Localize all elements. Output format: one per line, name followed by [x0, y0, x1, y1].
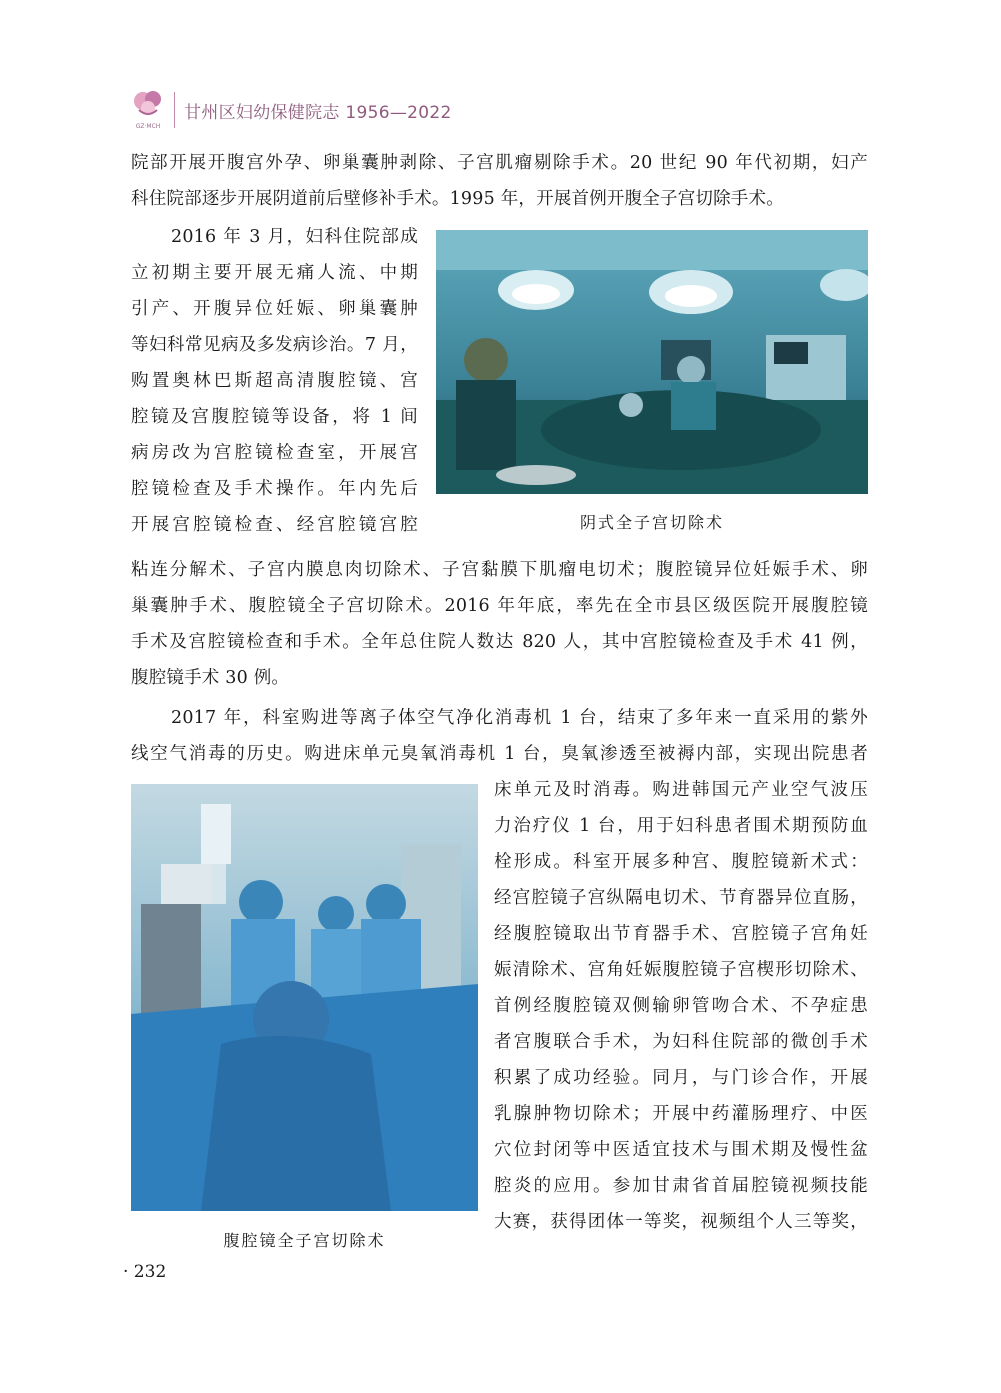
photo-1-caption: 阴式全子宫切除术	[579, 513, 724, 532]
text-line: 腔炎的应用。参加甘肃省首届腔镜视频技能	[494, 1176, 868, 1196]
book-title: 甘州区妇幼保健院志 1956—2022	[184, 103, 452, 123]
text-line: 积累了成功经验。同月，与门诊合作，开展	[494, 1068, 868, 1088]
hospital-logo	[131, 86, 165, 132]
text-line: 科住院部逐步开展阴道前后壁修补手术。1995 年，开展首例开腹全子宫切除手术。	[131, 189, 784, 209]
photo-2-caption: 腹腔镜全子宫切除术	[223, 1231, 386, 1250]
page-number: · 232	[123, 1262, 167, 1282]
text-line: 腔镜检查及手术操作。年内先后	[131, 479, 418, 499]
text-line: 首例经腹腔镜双侧输卵管吻合术、不孕症患	[494, 996, 868, 1016]
text-line: 粘连分解术、子宫内膜息肉切除术、子宫黏膜下肌瘤电切术；腹腔镜异位妊娠手术、卵	[131, 560, 868, 580]
paragraph-3-continued	[494, 772, 868, 1240]
paragraph-2	[131, 219, 418, 543]
text-line: 线空气消毒的历史。购进床单元臭氧消毒机 1 台，臭氧渗透至被褥内部，实现出院患者	[131, 744, 868, 764]
paragraph-2-continued	[131, 552, 868, 696]
text-line: 院部开展开腹宫外孕、卵巢囊肿剥除、子宫肌瘤剔除手术。20 世纪 90 年代初期，妇产	[131, 153, 868, 173]
text-line: 经腹腔镜取出节育器手术、宫腔镜子宫角妊	[494, 924, 868, 944]
paragraph-1	[131, 145, 868, 217]
text-line: 2016 年 3 月，妇科住院部成	[171, 227, 418, 247]
text-line: 栓形成。科室开展多种宫、腹腔镜新术式：	[494, 852, 868, 872]
text-line: 腹腔镜手术 30 例。	[131, 668, 290, 688]
text-line: 手术及宫腔镜检查和手术。全年总住院人数达 820 人，其中宫腔镜检查及手术 41 例，	[131, 632, 868, 652]
text-line: 立初期主要开展无痛人流、中期	[131, 263, 418, 283]
svg-text:GZ·MCH: GZ·MCH	[135, 123, 161, 130]
laparoscopic-team-illustration	[131, 784, 478, 1211]
text-line: 巢囊肿手术、腹腔镜全子宫切除术。2016 年年底，率先在全市县区级医院开展腹腔镜	[131, 596, 868, 616]
text-line: 等妇科常见病及多发病诊治。7 月，	[131, 335, 418, 355]
header-divider	[174, 92, 175, 128]
paragraph-3	[131, 700, 868, 772]
text-line: 开展宫腔镜检查、经宫腔镜宫腔	[131, 515, 418, 535]
text-line: 腔镜及宫腹腔镜等设备，将 1 间	[131, 407, 418, 427]
text-line: 力治疗仪 1 台，用于妇科患者围术期预防血	[494, 816, 868, 836]
text-line: 穴位封闭等中医适宜技术与围术期及慢性盆	[494, 1140, 868, 1160]
text-line: 购置奥林巴斯超高清腹腔镜、宫	[131, 371, 418, 391]
text-line: 乳腺肿物切除术；开展中药灌肠理疗、中医	[494, 1104, 868, 1124]
text-line: 者宫腹联合手术，为妇科住院部的微创手术	[494, 1032, 868, 1052]
surgery-photo-laparoscopic-hysterectomy	[131, 784, 478, 1211]
text-line: 经宫腔镜子宫纵隔电切术、节育器异位直肠，	[494, 888, 868, 908]
text-line: 大赛，获得团体一等奖，视频组个人三等奖，	[494, 1212, 868, 1232]
text-line: 引产、开腹异位妊娠、卵巢囊肿	[131, 299, 418, 319]
surgery-photo-vaginal-hysterectomy	[436, 230, 868, 494]
text-line: 2017 年，科室购进等离子体空气净化消毒机 1 台，结束了多年来一直采用的紫外	[171, 708, 868, 728]
text-line: 病房改为宫腔镜检查室，开展宫	[131, 443, 418, 463]
operating-room-illustration	[436, 230, 868, 494]
text-line: 娠清除术、宫角妊娠腹腔镜子宫楔形切除术、	[494, 960, 868, 980]
text-line: 床单元及时消毒。购进韩国元产业空气波压	[494, 780, 868, 800]
